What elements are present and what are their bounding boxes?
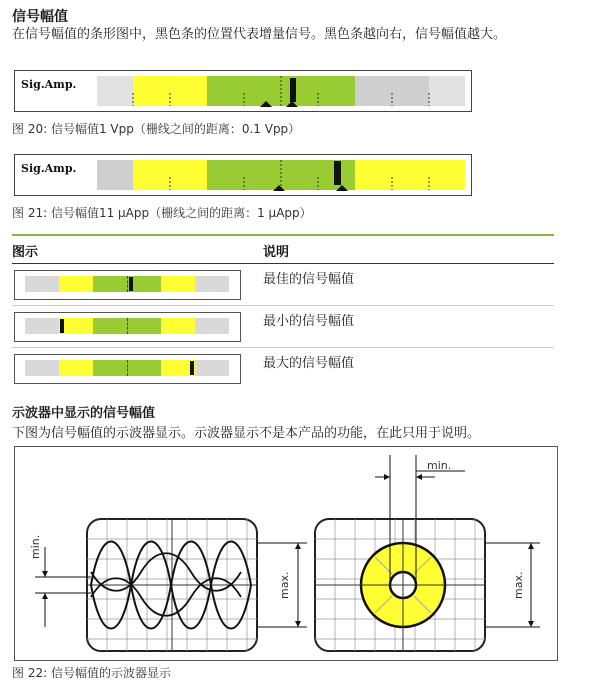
grid-ticks: [15, 71, 471, 111]
triangle-marker-left: [260, 101, 272, 107]
fig20-caption: 图 20: 信号幅值1 Vpp（栅线之间的距离：0.1 Vpp）: [12, 122, 301, 136]
bar-label: Sig.Amp.: [21, 162, 77, 175]
table-header-rule: [12, 263, 554, 264]
oscilloscope-heading: 示波器中显示的信号幅值: [12, 406, 156, 421]
section-heading: 信号幅值: [12, 9, 68, 25]
table-top-rule: [12, 234, 554, 236]
signal-bar-fig21: [14, 154, 472, 196]
triangle-marker-left: [273, 185, 285, 191]
oscilloscope-figure: [14, 446, 558, 661]
grid-ticks: [15, 155, 471, 195]
fig22-caption: 图 22: 信号幅值的示波器显示: [12, 666, 171, 680]
table-header-description: 说明: [263, 245, 290, 260]
intro-paragraph: 在信号幅值的条形图中，黑色条的位置代表增量信号。黑色条越向右，信号幅值越大。: [12, 27, 507, 42]
label-min-right: min.: [427, 459, 452, 472]
table-row-desc: 最佳的信号幅值: [263, 272, 355, 287]
table-row-desc: 最小的信号幅值: [263, 314, 355, 329]
signal-bar-fig20: [14, 70, 472, 112]
bar-label: Sig.Amp.: [21, 78, 77, 91]
oscilloscope-paragraph: 下图为信号幅值的示波器显示。示波器显示不是本产品的功能，在此只用于说明。: [12, 426, 481, 441]
signal-marker: [334, 161, 341, 185]
label-max-right: max.: [512, 571, 525, 599]
table-header-icon: 图示: [12, 245, 39, 260]
table-row-desc: 最大的信号幅值: [263, 356, 355, 371]
fig21-caption: 图 21: 信号幅值11 µApp（栅线之间的距离：1 µApp）: [12, 206, 312, 220]
table-row-min-icon: [14, 312, 241, 342]
table-row-divider: [12, 305, 554, 306]
table-row-max-icon: [14, 354, 241, 384]
signal-marker: [190, 361, 194, 375]
table-row-divider: [12, 347, 554, 348]
triangle-marker-right: [336, 185, 348, 191]
signal-marker: [290, 78, 296, 102]
label-max-left: max.: [278, 571, 291, 599]
table-row-optimal-icon: [14, 270, 241, 300]
signal-marker: [129, 277, 133, 291]
label-min-left: min.: [29, 534, 42, 559]
signal-marker: [60, 319, 64, 333]
oscilloscope-diagram: [15, 447, 557, 660]
